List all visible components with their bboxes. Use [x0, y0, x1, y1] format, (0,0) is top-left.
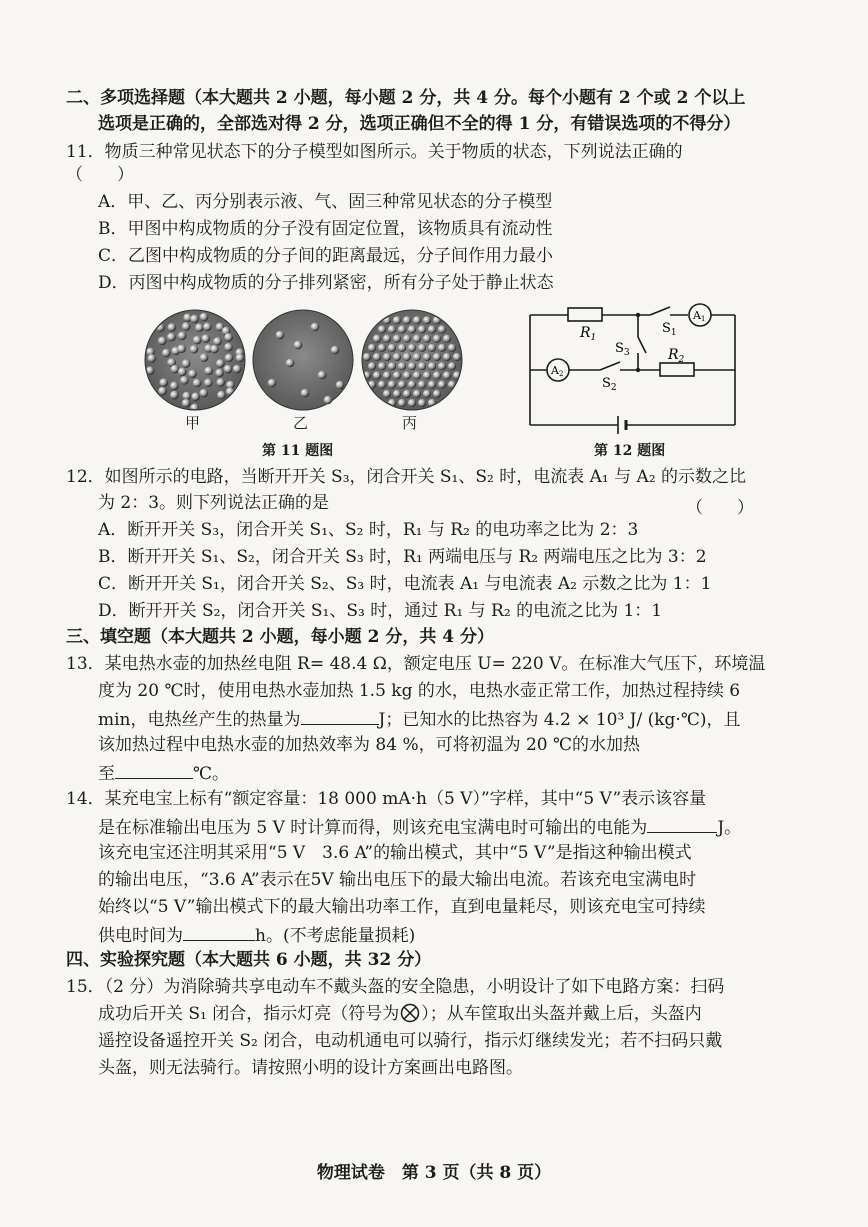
lamp-symbol-icon — [400, 1003, 420, 1023]
q14-blank-energy[interactable] — [647, 814, 717, 833]
solid-molecule — [443, 335, 451, 343]
solid-molecule — [428, 381, 436, 389]
liquid-molecule — [193, 379, 202, 388]
gas-molecule — [311, 323, 320, 332]
liquid-molecule — [224, 333, 233, 342]
solid-molecule — [433, 353, 441, 361]
q15-text-1: （2 分）为消除骑共享电动车不戴头盔的安全隐患，小明设计了如下电路方案：扫码 — [104, 977, 725, 997]
q12-stem-text-1: 如图所示的电路，当断开开关 S₃，闭合开关 S₁、S₂ 时，电流表 A₁ 与 A₂ 的示数之比 — [104, 467, 747, 487]
solid-molecule — [443, 353, 451, 361]
solid-molecule — [368, 344, 376, 352]
q14-line-4: 的输出电压，“3.6 A”表示在5V 输出电压下的最大输出电流。若该充电宝满电时 — [98, 870, 697, 890]
solid-molecule — [438, 325, 446, 333]
solid-molecule — [418, 381, 426, 389]
solid-molecule — [398, 362, 406, 370]
q12-paren: （ ） — [686, 498, 754, 518]
label-jia: 甲 — [185, 414, 201, 432]
solid-molecule — [393, 335, 401, 343]
liquid-molecule — [201, 334, 210, 343]
q13-line-1 — [66, 652, 765, 676]
gas-molecule — [301, 389, 310, 398]
q14-text-1: 某充电宝上标有“额定容量：18 000 mA·h（5 V）”字样，其中“5 V”表示该容量 — [104, 789, 707, 809]
solid-molecule — [418, 344, 426, 352]
gas-molecule — [336, 381, 345, 390]
q13-text-5b: ℃。 — [193, 764, 230, 784]
q11-figure-caption: 第 11 题图 — [262, 443, 334, 459]
solid-molecule — [368, 362, 376, 370]
q13-text-1: 某电热水壶的加热丝电阻 R= 48.4 Ω，额定电压 U= 220 V。在标准大气压下，环境温 — [104, 654, 766, 674]
gas-model-disc — [253, 310, 353, 410]
q15-drawing-area[interactable] — [98, 1088, 778, 1148]
solid-molecule — [393, 371, 401, 379]
solid-molecule — [418, 399, 426, 407]
q13-text-3b: J；已知水的比热容为 4.2 × 10³ J/ (kg·℃)，且 — [378, 710, 741, 730]
section-2-title-cont: 选项是正确的，全部选对得 2 分，选项正确但不全的得 1 分，有错误选项的不得分） — [98, 114, 741, 134]
q14-text-2a: 是在标准输出电压为 5 V 时计算而得，则该充电宝满电时可输出的电能为 — [98, 818, 648, 838]
gas-molecule — [294, 341, 303, 350]
liquid-molecule — [204, 367, 213, 376]
q14-text-6a: 供电时间为 — [98, 926, 183, 946]
solid-molecule — [388, 381, 396, 389]
solid-molecule — [448, 362, 456, 370]
label-bing: 丙 — [402, 414, 418, 432]
solid-molecule — [403, 371, 411, 379]
liquid-molecule — [159, 378, 168, 387]
solid-molecule — [403, 316, 411, 324]
liquid-molecule — [191, 392, 200, 401]
liquid-molecule — [158, 337, 167, 346]
solid-molecule — [403, 353, 411, 361]
q12-option-a: A．断开开关 S₃，闭合开关 S₁、S₂ 时，R₁ 与 R₂ 的电功率之比为 2：3 — [98, 520, 639, 540]
solid-molecule — [418, 325, 426, 333]
q11-paren: （ ） — [66, 165, 134, 185]
liquid-molecule — [190, 404, 199, 413]
solid-molecule — [423, 390, 431, 398]
q12-circuit-figure — [520, 295, 745, 435]
q11-number: 11． — [66, 142, 105, 162]
label-yi: 乙 — [293, 414, 309, 432]
label-R2: $R_2$ — [668, 347, 685, 365]
q11-option-c: C．乙图中构成物质的分子间的距离最远，分子间作用力最小 — [98, 246, 554, 266]
solid-molecule — [433, 390, 441, 398]
liquid-molecule — [203, 323, 212, 332]
solid-molecule — [413, 335, 421, 343]
solid-molecule — [418, 362, 426, 370]
q14-line-5: 始终以“5 V”输出模式下的最大输出功率工作，直到电量耗尽，则该充电宝可持续 — [98, 897, 706, 917]
solid-molecule — [408, 381, 416, 389]
q12-stem-1 — [66, 465, 746, 489]
liquid-molecule — [200, 313, 209, 322]
liquid-molecule — [190, 345, 199, 354]
solid-molecule — [438, 381, 446, 389]
solid-molecule — [413, 316, 421, 324]
q14-line-3: 该充电宝还注明其采用“5 V 3.6 A”的输出模式，其中“5 V”是指这种输出模式 — [98, 843, 692, 863]
liquid-molecule — [200, 389, 209, 398]
solid-molecule — [428, 362, 436, 370]
q15-line-3: 遥控设备遥控开关 S₂ 闭合，电动机通电可以骑行，指示灯继续发光；若不扫码只戴 — [98, 1031, 723, 1051]
q14-line-2 — [98, 814, 741, 840]
q14-line-6 — [98, 922, 415, 948]
solid-molecule — [373, 353, 381, 361]
solid-molecule — [403, 335, 411, 343]
label-S1: $S_1$ — [662, 321, 677, 338]
solid-molecule — [393, 353, 401, 361]
label-A1: A1 — [693, 309, 706, 323]
q11-option-d: D．丙图中构成物质的分子排列紧密，所有分子处于静止状态 — [98, 273, 554, 293]
q13-line-4: 该加热过程中电热水壶的加热效率为 84 %，可将初温为 20 ℃的水加热 — [98, 735, 641, 755]
solid-molecule — [398, 381, 406, 389]
liquid-molecule — [233, 365, 242, 374]
solid-molecule — [423, 353, 431, 361]
liquid-molecule — [170, 382, 179, 391]
liquid-molecule — [204, 378, 213, 387]
liquid-molecule — [236, 354, 245, 363]
gas-molecule — [318, 371, 327, 380]
gas-molecule — [268, 379, 277, 388]
solid-molecule — [408, 362, 416, 370]
label-S2: $S_2$ — [602, 376, 617, 393]
solid-molecule — [428, 325, 436, 333]
liquid-molecule — [216, 359, 225, 368]
liquid-molecule — [182, 399, 191, 408]
solid-molecule — [373, 371, 381, 379]
q15-text-2b: ）；从车筐取出头盔并戴上后，头盔内 — [421, 1004, 702, 1024]
liquid-molecule — [210, 345, 219, 354]
liquid-molecule — [167, 333, 176, 342]
solid-molecule — [438, 344, 446, 352]
liquid-molecule — [162, 349, 171, 358]
solid-molecule — [413, 353, 421, 361]
q13-blank-temperature[interactable] — [115, 760, 193, 779]
liquid-molecule — [182, 322, 191, 331]
solid-molecule — [383, 371, 391, 379]
liquid-molecule — [217, 391, 226, 400]
solid-molecule — [423, 371, 431, 379]
gas-molecule — [324, 396, 333, 405]
solid-molecule — [428, 344, 436, 352]
q14-text-2b: J。 — [717, 818, 742, 838]
solid-molecule — [388, 362, 396, 370]
liquid-molecule — [225, 354, 234, 363]
q12-stem-2: 为 2：3。则下列说法正确的是 — [98, 493, 330, 513]
solid-molecule — [408, 325, 416, 333]
q11-stem — [66, 140, 683, 164]
liquid-molecule — [190, 315, 199, 324]
solid-molecule — [443, 371, 451, 379]
label-R1: $R_1$ — [580, 325, 597, 343]
q13-line-5 — [98, 760, 229, 786]
liquid-molecule — [200, 353, 209, 362]
liquid-molecule — [178, 368, 187, 377]
solid-molecule — [398, 399, 406, 407]
solid-molecule — [433, 335, 441, 343]
q13-text-5a: 至 — [98, 764, 115, 784]
q14-number: 14． — [66, 789, 105, 809]
q14-blank-time[interactable] — [183, 922, 255, 941]
liquid-molecule — [180, 376, 189, 385]
liquid-molecule — [168, 323, 177, 332]
solid-molecule — [398, 344, 406, 352]
q11-stem-text: 物质三种常见状态下的分子模型如图所示。关于物质的状态，下列说法正确的 — [104, 142, 683, 162]
solid-molecule — [403, 390, 411, 398]
solid-molecule — [388, 325, 396, 333]
liquid-molecule — [224, 343, 233, 352]
q15-text-2a: 成功后开关 S₁ 闭合，指示灯亮（符号为 — [98, 1004, 400, 1024]
solid-molecule — [408, 399, 416, 407]
q12-number: 12． — [66, 467, 105, 487]
solid-molecule — [383, 390, 391, 398]
solid-molecule — [378, 325, 386, 333]
q12-option-b: B．断开开关 S₁、S₂，闭合开关 S₃ 时，R₁ 两端电压与 R₂ 两端电压之比为 3：2 — [98, 547, 707, 567]
section-2-title: 二、多项选择题（本大题共 2 小题，每小题 2 分，共 4 分。每个小题有 2 个或 2 个以上 — [66, 88, 746, 108]
solid-molecule — [383, 353, 391, 361]
solid-molecule — [378, 381, 386, 389]
q14-line-1 — [66, 787, 706, 811]
section-4-title: 四、实验探究题（本大题共 6 小题，共 32 分） — [66, 950, 432, 970]
gas-molecule — [331, 346, 340, 355]
q12-figure-caption: 第 12 题图 — [594, 443, 666, 459]
solid-molecule — [453, 353, 461, 361]
liquid-molecule — [188, 369, 197, 378]
liquid-molecule — [182, 359, 191, 368]
q12-option-d: D．断开开关 S₂，闭合开关 S₁、S₃ 时，通过 R₁ 与 R₂ 的电流之比为 1：1 — [98, 601, 663, 621]
solid-molecule — [423, 316, 431, 324]
liquid-molecule — [224, 365, 233, 374]
liquid-model-disc — [145, 310, 245, 412]
section-3-title: 三、填空题（本大题共 2 小题，每小题 2 分，共 4 分） — [66, 627, 494, 647]
q13-blank-heat[interactable] — [301, 706, 379, 725]
solid-molecule — [378, 362, 386, 370]
q11-molecule-figure — [140, 305, 480, 415]
liquid-molecule — [170, 391, 179, 400]
q12-option-c: C．断开开关 S₁，闭合开关 S₂、S₃ 时，电流表 A₁ 与电流表 A₂ 示数之比为 1：1 — [98, 574, 712, 594]
liquid-molecule — [195, 323, 204, 332]
solid-molecule — [393, 390, 401, 398]
page-footer: 物理试卷 第 3 页（共 8 页） — [316, 1163, 552, 1183]
solid-model-disc — [362, 310, 462, 410]
liquid-molecule — [178, 332, 187, 341]
q15-line-2 — [98, 1002, 702, 1026]
liquid-molecule — [177, 344, 186, 353]
solid-molecule — [388, 344, 396, 352]
q15-line-4: 头盔，则无法骑行。请按照小明的设计方案画出电路图。 — [98, 1058, 523, 1078]
solid-molecule — [423, 335, 431, 343]
q13-text-3a: min，电热丝产生的热量为 — [98, 710, 301, 730]
q15-line-1 — [66, 975, 724, 999]
gas-molecule — [276, 331, 285, 340]
solid-molecule — [408, 344, 416, 352]
q15-number: 15． — [66, 977, 105, 997]
solid-molecule — [433, 371, 441, 379]
solid-molecule — [393, 316, 401, 324]
label-A2: A2 — [551, 364, 564, 378]
gas-molecule — [286, 359, 295, 368]
q11-option-b: B．甲图中构成物质的分子没有固定位置，该物质具有流动性 — [98, 219, 553, 239]
liquid-molecule — [213, 337, 222, 346]
solid-molecule — [378, 344, 386, 352]
solid-molecule — [413, 390, 421, 398]
liquid-molecule — [215, 369, 224, 378]
solid-molecule — [448, 344, 456, 352]
solid-molecule — [373, 335, 381, 343]
solid-molecule — [383, 335, 391, 343]
q13-line-3 — [98, 706, 741, 732]
liquid-molecule — [216, 378, 225, 387]
solid-molecule — [438, 362, 446, 370]
q14-text-6b: h。(不考虑能量损耗) — [255, 926, 416, 946]
label-S3: $S_3$ — [615, 341, 630, 358]
liquid-molecule — [147, 354, 156, 363]
solid-molecule — [363, 353, 371, 361]
liquid-molecule — [193, 336, 202, 345]
q11-option-a: A．甲、乙、丙分别表示液、气、固三种常见状态的分子模型 — [98, 192, 553, 212]
q13-number: 13． — [66, 654, 105, 674]
solid-molecule — [398, 325, 406, 333]
liquid-molecule — [171, 365, 180, 374]
solid-molecule — [413, 371, 421, 379]
q13-line-2: 度为 20 ℃时，使用电热水壶加热 1.5 kg 的水，电热水壶正常工作，加热过程持续 6 — [98, 681, 741, 701]
